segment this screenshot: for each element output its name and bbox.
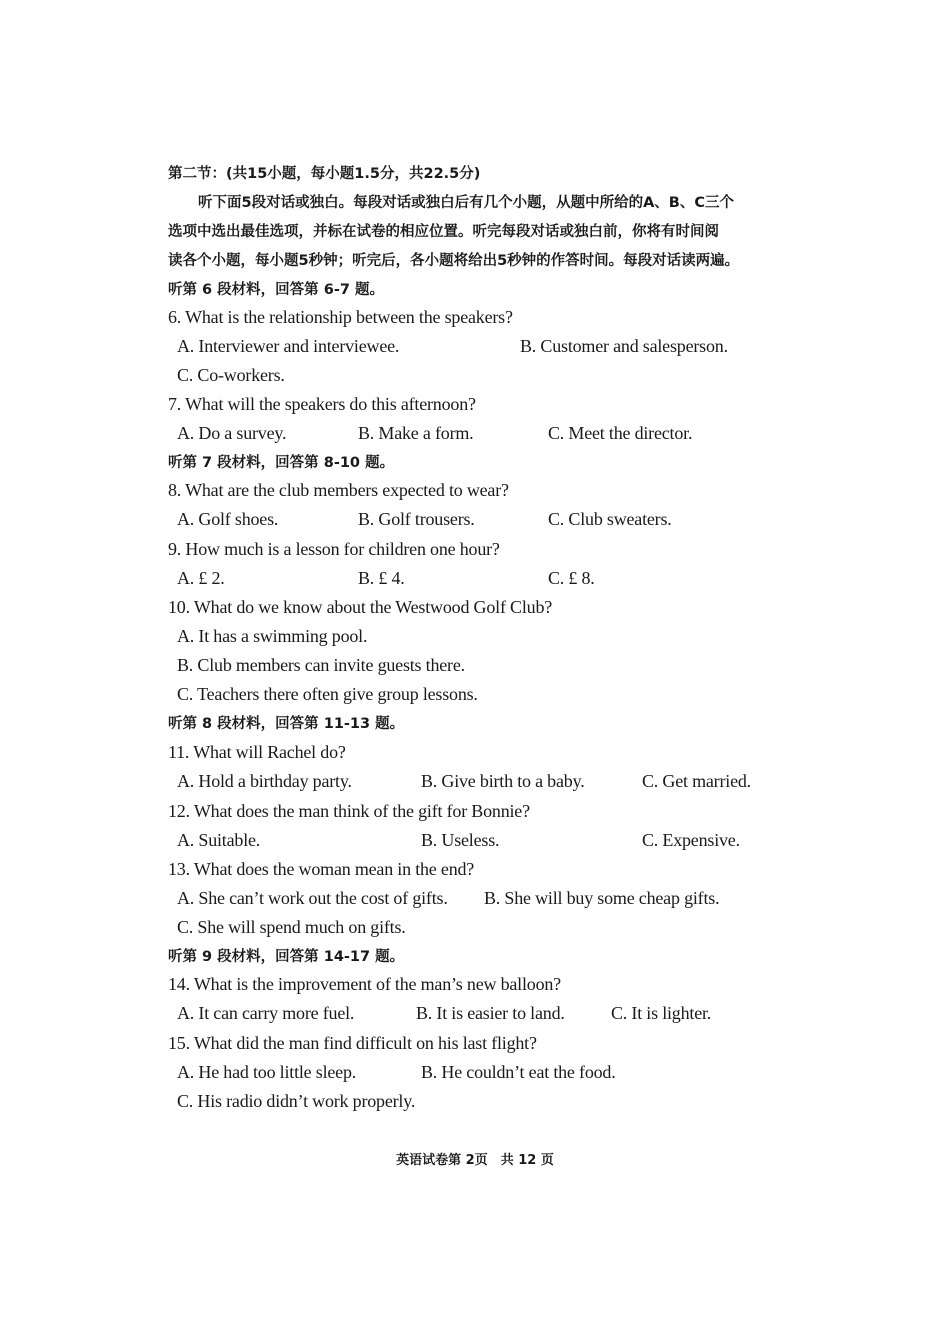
question-11-option-c: C. Get married. (642, 771, 751, 791)
question-12-option-c: C. Expensive. (642, 830, 740, 850)
question-13-option-a: A. She can’t work out the cost of gifts. (177, 888, 448, 908)
page-footer: 英语试卷第 2页 共 12 页 (396, 1153, 554, 1168)
question-7-stem: 7. What will the speakers do this afternoon? (168, 394, 476, 414)
question-9-option-b: B. £ 4. (358, 568, 405, 588)
question-10-option-b: B. Club members can invite guests there. (177, 655, 465, 675)
question-13-stem: 13. What does the woman mean in the end? (168, 859, 475, 879)
question-12-option-b: B. Useless. (421, 830, 500, 850)
question-15-stem: 15. What did the man find difficult on his last flight? (168, 1033, 537, 1053)
question-15-option-c: C. His radio didn’t work properly. (177, 1091, 416, 1111)
group-6-heading: 听第 6 段材料，回答第 6-7 题。 (168, 282, 384, 298)
instruction-line-2: 选项中选出最佳选项，并标在试卷的相应位置。听完每段对话或独白前，你将有时间阅 (168, 224, 719, 240)
question-15-option-a: A. He had too little sleep. (177, 1062, 357, 1082)
question-8-stem: 8. What are the club members expected to wear? (168, 480, 509, 500)
question-6-option-c: C. Co-workers. (177, 365, 285, 385)
question-8-option-a: A. Golf shoes. (177, 509, 279, 529)
section-header: 第二节：(共15小题，每小题1.5分，共22.5分) (168, 166, 481, 182)
instruction-line-1: 听下面5段对话或独白。每段对话或独白后有几个小题，从题中所给的A、B、C三个 (198, 195, 735, 211)
question-8-option-c: C. Club sweaters. (548, 509, 672, 529)
question-10-option-c: C. Teachers there often give group lessons. (177, 684, 478, 704)
question-8-option-b: B. Golf trousers. (358, 509, 475, 529)
question-14-option-a: A. It can carry more fuel. (177, 1003, 355, 1023)
question-14-stem: 14. What is the improvement of the man’s new balloon? (168, 974, 561, 994)
question-6-option-a: A. Interviewer and interviewee. (177, 336, 400, 356)
instruction-line-3: 读各个小题，每小题5秒钟；听完后，各小题将给出5秒钟的作答时间。每段对话读两遍。 (168, 253, 740, 269)
question-6-option-b: B. Customer and salesperson. (520, 336, 728, 356)
question-9-option-c: C. £ 8. (548, 568, 595, 588)
question-15-option-b: B. He couldn’t eat the food. (421, 1062, 616, 1082)
question-7-option-a: A. Do a survey. (177, 423, 287, 443)
question-14-option-c: C. It is lighter. (611, 1003, 712, 1023)
question-12-stem: 12. What does the man think of the gift for Bonnie? (168, 801, 530, 821)
question-10-option-a: A. It has a swimming pool. (177, 626, 368, 646)
question-9-stem: 9. How much is a lesson for children one hour? (168, 539, 500, 559)
question-7-option-c: C. Meet the director. (548, 423, 693, 443)
question-7-option-b: B. Make a form. (358, 423, 474, 443)
question-10-stem: 10. What do we know about the Westwood Golf Club? (168, 597, 553, 617)
group-9-heading: 听第 9 段材料，回答第 14-17 题。 (168, 949, 405, 965)
question-11-option-b: B. Give birth to a baby. (421, 771, 585, 791)
question-11-stem: 11. What will Rachel do? (168, 742, 346, 762)
group-8-heading: 听第 8 段材料，回答第 11-13 题。 (168, 716, 405, 732)
group-7-heading: 听第 7 段材料，回答第 8-10 题。 (168, 455, 395, 471)
question-13-option-c: C. She will spend much on gifts. (177, 917, 406, 937)
question-13-option-b: B. She will buy some cheap gifts. (484, 888, 720, 908)
question-12-option-a: A. Suitable. (177, 830, 261, 850)
question-14-option-b: B. It is easier to land. (416, 1003, 565, 1023)
question-9-option-a: A. £ 2. (177, 568, 225, 588)
question-6-stem: 6. What is the relationship between the speakers? (168, 307, 513, 327)
question-11-option-a: A. Hold a birthday party. (177, 771, 352, 791)
